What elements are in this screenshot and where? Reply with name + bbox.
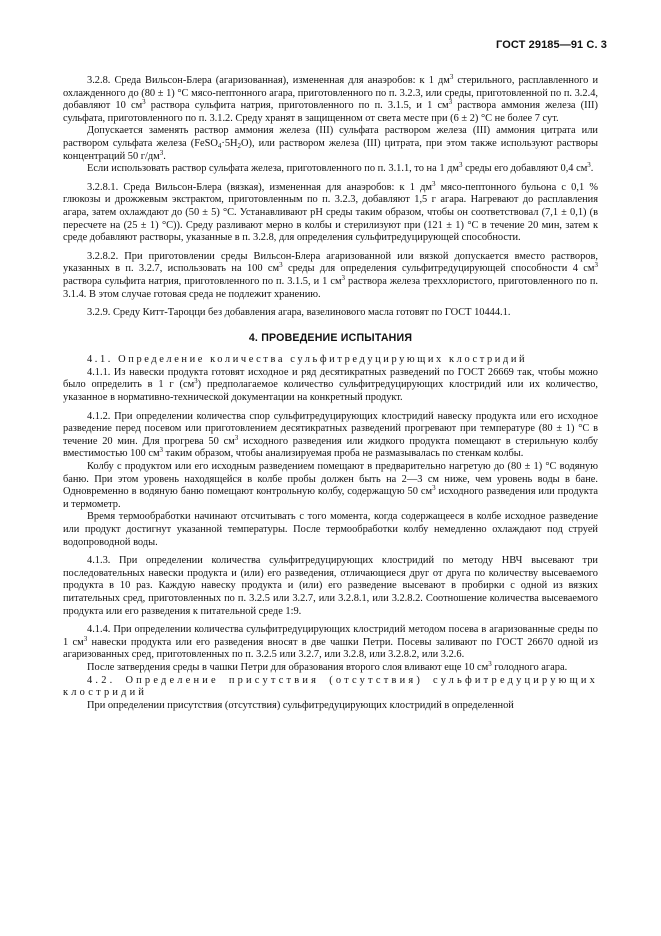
paragraph-4-1-1: 4.1.1. Из навески продукта готовят исходное и ряд десятикратных разведений по ГОСТ 26669 так, чтобы можно было определить в 1 г $(см^3)$ предполагаемое количество сульфитредуцирующих клостридий или их количество, указанное в нормативно-технической документации на конкретный продукт. (63, 366, 598, 404)
paragraph-3-2-8: 3.2.8. Среда Вильсон-Блера (агаризованная), измененная для анаэробов: к 1 $дм^3$ стерильного, расплавленного и охлажденного до (80 ± 1) °С мясо-пептонного агара, приготовленного по п. 3.2.3, или среды, приготовленной по п. 3.2.4, добавляют 10 $см^3$ раствора сульфита натрия, приготовленного по п. 3.1.5, и 1 $см^3$ раствора аммония железа (III) сульфата, приготовленного по п. 3.1.2. Среду хранят в защищенном от света месте при (6 ± 2) °С не более 7 сут. (63, 73, 598, 124)
paragraph-iron-sulfate: Если использовать раствор сульфата железа, приготовленного по п. 3.1.1, то на 1 $дм^3$ среды его добавляют 0,4 $см^3$. (87, 161, 594, 175)
document-body (63, 75, 598, 712)
paragraph-4-1-2: 4.1.2. При определении количества спор сульфитредуцирующих клостридий навеску продукта или его исходное разведение перед посевом или приготовлением десятикратных разведений прогревают при температуре (80 ± 1) °С в течение 20 мин. Для прогрева 50 $см^3$ исходного разведения или жидкого продукта помещают в стерильную колбу вместимостью 100 $см^3$ таким образом, чтобы анализируемая проба не размазывалась по стенкам колбы. (63, 410, 598, 460)
paragraph-thermo: Время термообработки начинают отсчитывать с того момента, когда содержащееся в колбе исходное разведение или продукт достигнут указанной температуры. После термообработки колбу немедленно охлаждают под струей водопроводной воды. (63, 511, 598, 548)
running-header: ГОСТ 29185—91 С. 3 (496, 39, 607, 51)
paragraph-4-1-4: 4.1.4. При определении количества сульфитредуцирующих клостридий методом посева в агаризованные среды по 1 $см^3$ навески продукта или его разведения вносят в две чашки Петри. Посевы заливают по ГОСТ 26670 одной из агаризованных сред, приготовленных по п. 3.2.5 или 3.2.7, или 3.2.8, или 3.2.8.2, или 3.2.6. (63, 624, 598, 661)
paragraph-flask: Колбу с продуктом или его исходным разведением помещают в предварительно нагретую до (80 ± 1) °С водяную баню. При этом уровень находящейся в колбе пробы должен быть на 2—3 см ниже, чем уровень воды в бане. Одновременно в водяную баню помещают контрольную колбу, содержащую 50 $см^3$ исходного разведения или продукта и термометр. (63, 461, 598, 510)
paragraph-4-1-3: 4.1.3. При определении количества сульфитредуцирующих клостридий по методу НВЧ высевают три последовательных навески продукта и (или) его разведения, отличающиеся друг от друга по количеству высеваемого продукта в 10 раз. Каждую навеску продукта и (или) его разведение высевают в пробирки с одной из вязких питательных сред, приготовленных по п. 3.2.5 или 3.2.7, или 3.2.8.1, или 3.2.8.2. Соотношение количества высеваемого продукта или его разведения к питательной среде 1:9. (63, 555, 598, 617)
paragraph-3-2-8-2: 3.2.8.2. При приготовлении среды Вильсон-Блера агаризованной или вязкой допускается вместо растворов, указанных в п. 3.2.7, использовать на 100 $см^3$ среды для определения сульфитредуцирующей способности 4 $см^3$ раствора сульфита натрия, приготовленного по п. 3.1.5, и 1 $см^3$ раствора железа треххлористого, приготовленного по п. 3.1.4. В этом случае готовая среда не подлежит хранению. (63, 250, 598, 300)
paragraph-replace: Допускается заменять раствор аммония железа (III) сульфата раствором железа (III) аммония цитрата или раствором сульфата железа $(FeSO_4\cdot 5H_2O)$, или раствором железа (III) цитрата, при этом также используют растворы концентраций 50 $г/дм^3$. (63, 125, 598, 162)
section-4-title: 4. ПРОВЕДЕНИЕ ИСПЫТАНИЯ (248, 331, 413, 344)
paragraph-4-2: При определении присутствия (отсутствия) сульфитредуцирующих клостридий в определенной (87, 699, 514, 711)
subsection-heading-4-1: 4.1. Определение количества сульфитредуцирующих клостридий (87, 354, 528, 366)
paragraph-after-solidification: После затвердения среды в чашки Петри для образования второго слоя вливают еще 10 $см^3$ голодного агара. (87, 659, 568, 673)
paragraph-3-2-9: 3.2.9. Среду Китт-Тароцци без добавления агара, вазелинового масла готовят по ГОСТ 10444.1. (87, 307, 511, 319)
paragraph-3-2-8-1: 3.2.8.1. Среда Вильсон-Блера (вязкая), измененная для анаэробов: к 1 $дм^3$ мясо-пептонного бульона с 0,1 % глюкозы и дрожжевым экстрактом, приготовленным по п. 3.2.3, добавляют 1,5 г агара. Нагревают до расплавления агара, затем охлаждают до (50 ± 5) °С. Устанавливают рН среды таким образом, чтобы он соответствовал (7,1 ± 0,1) (в пересчете на (25 ± 1) °С)). Среду разливают мерно в колбы и стерилизуют при (121 ± 1) °С в течение 20 мин, затем к среде добавляют растворы, указанные в п. 3.2.8, для определения сульфитредуцирующей способности. (63, 179, 598, 244)
subsection-heading-4-2: 4.2. Определение присутствия (отсутствия) сульфитредуцирующих клостридий (63, 674, 598, 699)
